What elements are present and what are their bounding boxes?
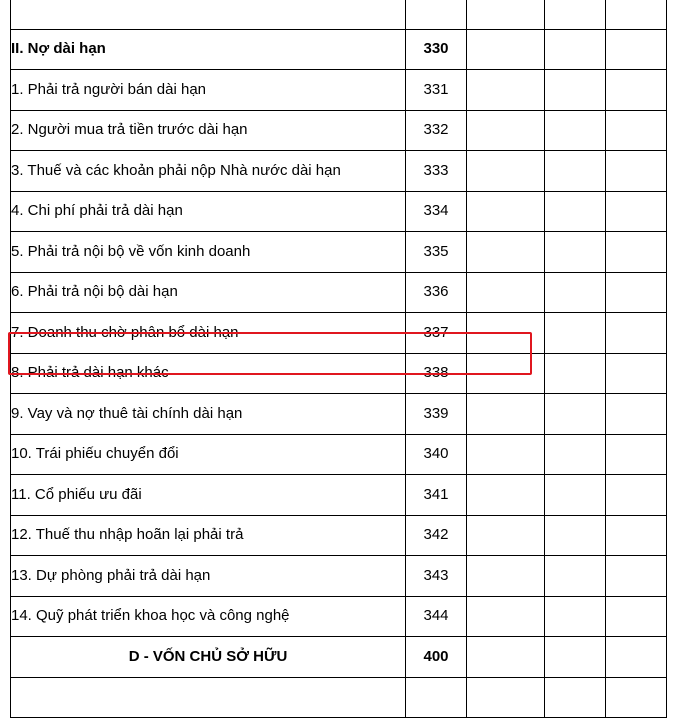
value-cell[interactable] — [467, 434, 545, 475]
value-cell[interactable] — [545, 29, 606, 70]
value-cell[interactable] — [545, 353, 606, 394]
row-code: 344 — [406, 596, 467, 637]
value-cell[interactable] — [467, 0, 545, 29]
value-cell[interactable] — [606, 475, 667, 516]
row-code: 400 — [406, 637, 467, 678]
row-label: 13. Dự phòng phải trả dài hạn — [11, 556, 406, 597]
value-cell[interactable] — [467, 394, 545, 435]
table-row — [11, 556, 667, 597]
value-cell[interactable] — [545, 151, 606, 192]
row-label — [11, 0, 406, 29]
value-cell[interactable] — [606, 0, 667, 29]
row-code: 334 — [406, 191, 467, 232]
table-row — [11, 70, 667, 111]
table-row — [11, 272, 667, 313]
row-label: 7. Doanh thu chờ phân bổ dài hạn — [11, 313, 406, 354]
row-label — [11, 677, 406, 718]
row-label: 8. Phải trả dài hạn khác — [11, 353, 406, 394]
value-cell[interactable] — [545, 110, 606, 151]
table-row — [11, 191, 667, 232]
value-cell[interactable] — [545, 515, 606, 556]
table-row — [11, 110, 667, 151]
value-cell[interactable] — [545, 272, 606, 313]
row-label: 11. Cổ phiếu ưu đãi — [11, 475, 406, 516]
value-cell[interactable] — [467, 677, 545, 718]
row-label: II. Nợ dài hạn — [11, 29, 406, 70]
row-label: 2. Người mua trả tiền trước dài hạn — [11, 110, 406, 151]
row-code: 340 — [406, 434, 467, 475]
table-row — [11, 596, 667, 637]
value-cell[interactable] — [606, 434, 667, 475]
row-label: 1. Phải trả người bán dài hạn — [11, 70, 406, 111]
value-cell[interactable] — [545, 475, 606, 516]
table-row-blank-bottom — [11, 677, 667, 718]
value-cell[interactable] — [606, 556, 667, 597]
row-code: 330 — [406, 29, 467, 70]
row-code: 341 — [406, 475, 467, 516]
row-label: 4. Chi phí phải trả dài hạn — [11, 191, 406, 232]
value-cell[interactable] — [606, 29, 667, 70]
value-cell[interactable] — [545, 232, 606, 273]
value-cell[interactable] — [606, 596, 667, 637]
value-cell[interactable] — [606, 677, 667, 718]
row-code: 342 — [406, 515, 467, 556]
table-row-section-d — [11, 637, 667, 678]
value-cell[interactable] — [606, 232, 667, 273]
table-row — [11, 515, 667, 556]
row-label: 9. Vay và nợ thuê tài chính dài hạn — [11, 394, 406, 435]
value-cell[interactable] — [467, 70, 545, 111]
value-cell[interactable] — [606, 110, 667, 151]
row-label: 12. Thuế thu nhập hoãn lại phải trả — [11, 515, 406, 556]
value-cell[interactable] — [467, 272, 545, 313]
row-code: 333 — [406, 151, 467, 192]
row-code: 335 — [406, 232, 467, 273]
row-code: 338 — [406, 353, 467, 394]
value-cell[interactable] — [467, 110, 545, 151]
value-cell[interactable] — [467, 596, 545, 637]
table-row-blank-top — [11, 0, 667, 29]
value-cell[interactable] — [467, 191, 545, 232]
row-code: 339 — [406, 394, 467, 435]
value-cell[interactable] — [545, 0, 606, 29]
table-row-section-ii — [11, 29, 667, 70]
value-cell[interactable] — [545, 394, 606, 435]
value-cell[interactable] — [545, 434, 606, 475]
value-cell[interactable] — [606, 394, 667, 435]
row-label: 10. Trái phiếu chuyển đổi — [11, 434, 406, 475]
value-cell[interactable] — [467, 151, 545, 192]
value-cell[interactable] — [545, 637, 606, 678]
row-code: 336 — [406, 272, 467, 313]
table-row — [11, 394, 667, 435]
value-cell[interactable] — [545, 677, 606, 718]
value-cell[interactable] — [606, 637, 667, 678]
value-cell[interactable] — [606, 151, 667, 192]
row-label: 6. Phải trả nội bộ dài hạn — [11, 272, 406, 313]
value-cell[interactable] — [467, 313, 545, 354]
value-cell[interactable] — [467, 637, 545, 678]
value-cell[interactable] — [606, 353, 667, 394]
row-code: 337 — [406, 313, 467, 354]
value-cell[interactable] — [545, 313, 606, 354]
balance-sheet-table — [10, 0, 667, 718]
value-cell[interactable] — [606, 272, 667, 313]
value-cell[interactable] — [545, 70, 606, 111]
value-cell[interactable] — [606, 515, 667, 556]
value-cell[interactable] — [606, 191, 667, 232]
value-cell[interactable] — [467, 353, 545, 394]
row-code: 331 — [406, 70, 467, 111]
table-row-highlighted — [11, 313, 667, 354]
row-label: 5. Phải trả nội bộ về vốn kinh doanh — [11, 232, 406, 273]
row-code: 343 — [406, 556, 467, 597]
value-cell[interactable] — [545, 191, 606, 232]
table-row — [11, 232, 667, 273]
value-cell[interactable] — [467, 29, 545, 70]
table-row — [11, 434, 667, 475]
value-cell[interactable] — [606, 70, 667, 111]
value-cell[interactable] — [545, 556, 606, 597]
value-cell[interactable] — [467, 556, 545, 597]
row-label: D - VỐN CHỦ SỞ HỮU — [11, 637, 406, 678]
value-cell[interactable] — [467, 475, 545, 516]
table-row — [11, 151, 667, 192]
row-label: 3. Thuế và các khoản phải nộp Nhà nước dài hạn — [11, 151, 406, 192]
value-cell[interactable] — [545, 596, 606, 637]
row-code — [406, 0, 467, 29]
row-code: 332 — [406, 110, 467, 151]
value-cell[interactable] — [467, 515, 545, 556]
row-code — [406, 677, 467, 718]
row-label: 14. Quỹ phát triển khoa học và công nghệ — [11, 596, 406, 637]
table-row — [11, 353, 667, 394]
table-row — [11, 475, 667, 516]
value-cell[interactable] — [606, 313, 667, 354]
value-cell[interactable] — [467, 232, 545, 273]
